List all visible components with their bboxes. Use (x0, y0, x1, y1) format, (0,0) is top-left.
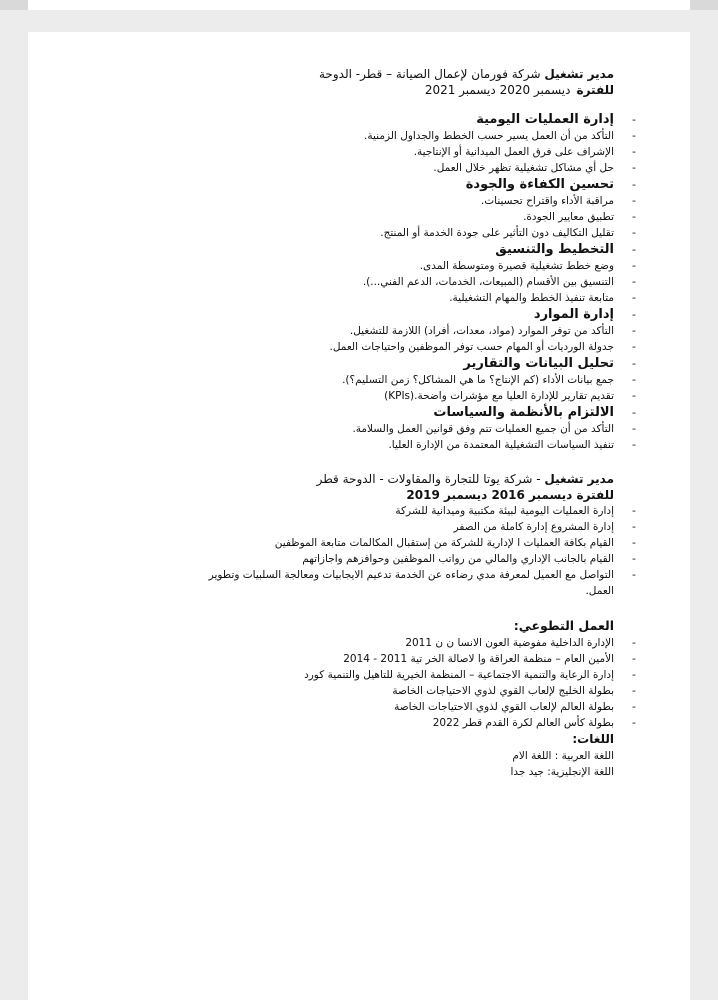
bullet-dash: - (632, 700, 636, 713)
job2-title: مدير تشغيل - شركة يوتا للتجارة والمقاولات - الدوحة قطر (316, 472, 614, 486)
section-heading: إدارة العمليات اليومية - (476, 112, 636, 127)
bullet-dash: - (632, 636, 636, 649)
languages-heading: اللغات: (572, 732, 614, 746)
list-item: التأكد من أن جميع العمليات تتم وفق قوانين العمل والسلامة. - (352, 422, 636, 435)
bullet-dash: - (632, 422, 636, 435)
bullet-dash: - (632, 568, 636, 581)
list-item: القيام بالجانب الإداري والمالي من رواتب الموظفين وحوافزهم واجازاتهم - (302, 552, 636, 565)
bullet-dash: - (632, 389, 636, 402)
bullet-dash: - (632, 668, 636, 681)
volunteer-items (194, 635, 636, 731)
section-heading: تحليل البيانات والتقارير - (463, 356, 636, 371)
bullet-dash: - (632, 145, 636, 158)
list-item: متابعة تنفيذ الخطط والمهام التشغيلية. - (449, 291, 636, 304)
list-item: إدارة المشروع إدارة كاملة من الصفر - (453, 520, 636, 533)
section-heading: إدارة الموارد - (533, 307, 636, 322)
bullet-dash: - (632, 373, 636, 386)
list-item: جدولة الورديات أو المهام حسب توفر الموظفين واحتياجات العمل. - (329, 340, 636, 353)
list-item: الإدارة الداخلية مفوضية العون الانسا ن ن 2011 - (405, 636, 636, 649)
bullet-dash: - (632, 552, 636, 565)
list-item: تطبيق معايير الجودة. - (523, 210, 636, 223)
previous-page-edge (28, 0, 690, 10)
bullet-dash: - (632, 536, 636, 549)
list-item: القيام بكافة العمليات ا لإدارية للشركة من إستقبال المكالمات متابعة الموظفين - (274, 536, 636, 549)
list-item: الأمين العام – منظمة العراقة وا لاصالة الخر تية 2011 - 2014 - (343, 652, 636, 665)
list-item: جمع بيانات الأداء (كم الإنتاج؟ ما هي المشاكل؟ زمن التسليم؟). - (342, 373, 636, 386)
list-item: تنفيذ السياسات التشغيلية المعتمدة من الإدارة العليا. - (388, 438, 636, 451)
list-item: التأكد من توفر الموارد (مواد، معدات، أفراد) اللازمة للتشغيل. - (349, 324, 636, 337)
job2-period: للفترة ديسمبر 2016 ديسمبر 2019 (406, 488, 614, 502)
bullet-dash: - (632, 178, 636, 191)
bullet-dash: - (632, 504, 636, 517)
bullet-dash: - (632, 308, 636, 321)
list-item: إدارة الرعاية والتنمية الاجتماعية – المنظمة الخيرية للتاهيل والتنمية كورد - (304, 668, 636, 681)
languages-items (194, 748, 614, 780)
bullet-dash: - (632, 357, 636, 370)
list-item: التنسيق بين الأقسام (المبيعات، الخدمات، الدعم الفني...). - (362, 275, 636, 288)
list-item: التأكد من أن العمل يسير حسب الخطط والجداول الزمنية. - (364, 129, 636, 142)
list-item: حل أي مشاكل تشغيلية تظهر خلال العمل. - (433, 161, 636, 174)
bullet-dash: - (632, 324, 636, 337)
bullet-dash: - (632, 226, 636, 239)
bullet-dash: - (632, 113, 636, 126)
bullet-dash: - (632, 716, 636, 729)
language-item: اللغة الإنجليزية: جيد جدا (510, 766, 614, 778)
bullet-dash: - (632, 520, 636, 533)
job2-items (194, 503, 636, 599)
volunteer-heading: العمل التطوعي: (513, 618, 614, 633)
bullet-dash: - (632, 406, 636, 419)
resume-content (194, 66, 636, 780)
list-item: تقديم تقارير للإدارة العليا مع مؤشرات واضحة.(KPIs) - (384, 389, 636, 402)
list-item: بطولة العالم لإلعاب القوي لذوي الاحتياجات الخاصة - (394, 700, 636, 713)
list-item: وضع خطط تشغيلية قصيرة ومتوسطة المدى. - (419, 259, 636, 272)
language-item: اللغة العربية : اللغة الام (512, 750, 614, 762)
bullet-dash: - (632, 340, 636, 353)
bullet-dash: - (632, 243, 636, 256)
list-item: الإشراف على فرق العمل الميدانية أو الإنتاجية. - (413, 145, 636, 158)
list-item: تقليل التكاليف دون التأثير على جودة الخدمة أو المنتج. - (380, 226, 636, 239)
bullet-dash: - (632, 684, 636, 697)
bullet-dash: - (632, 161, 636, 174)
bullet-dash: - (632, 210, 636, 223)
list-item: بطولة كأس العالم لكرة القدم قطر 2022 - (432, 716, 636, 729)
list-item: بطولة الخليج لإلعاب القوي لذوي الاحتياجات الخاصة - (392, 684, 636, 697)
list-item: التواصل مع العميل لمعرفة مدي رضاءه عن الخدمة تدعيم الايجابيات ومعالجة السلبيات وتطوير العمل. - (208, 568, 636, 597)
section-heading: الالتزام بالأنظمة والسياسات - (433, 405, 636, 420)
bullet-dash: - (632, 291, 636, 304)
bullet-dash: - (632, 275, 636, 288)
bullet-dash: - (632, 652, 636, 665)
job1-period: للفترةديسمبر 2020 ديسمبر 2021 (424, 83, 614, 97)
bullet-dash: - (632, 438, 636, 451)
job1-sections (194, 111, 636, 453)
bullet-dash: - (632, 129, 636, 142)
bullet-dash: - (632, 194, 636, 207)
section-heading: تحسين الكفاءة والجودة - (465, 177, 636, 192)
section-heading: التخطيط والتنسيق - (495, 242, 636, 257)
list-item: مراقبة الأداء واقتراح تحسينات. - (480, 194, 636, 207)
list-item: إدارة العمليات اليومية لبيئة مكتبية وميدانية للشركة - (395, 504, 636, 517)
job1-title: مدير تشغيل شركة فورمان لإعمال الصيانة – قطر- الدوحة (319, 67, 614, 81)
bullet-dash: - (632, 259, 636, 272)
